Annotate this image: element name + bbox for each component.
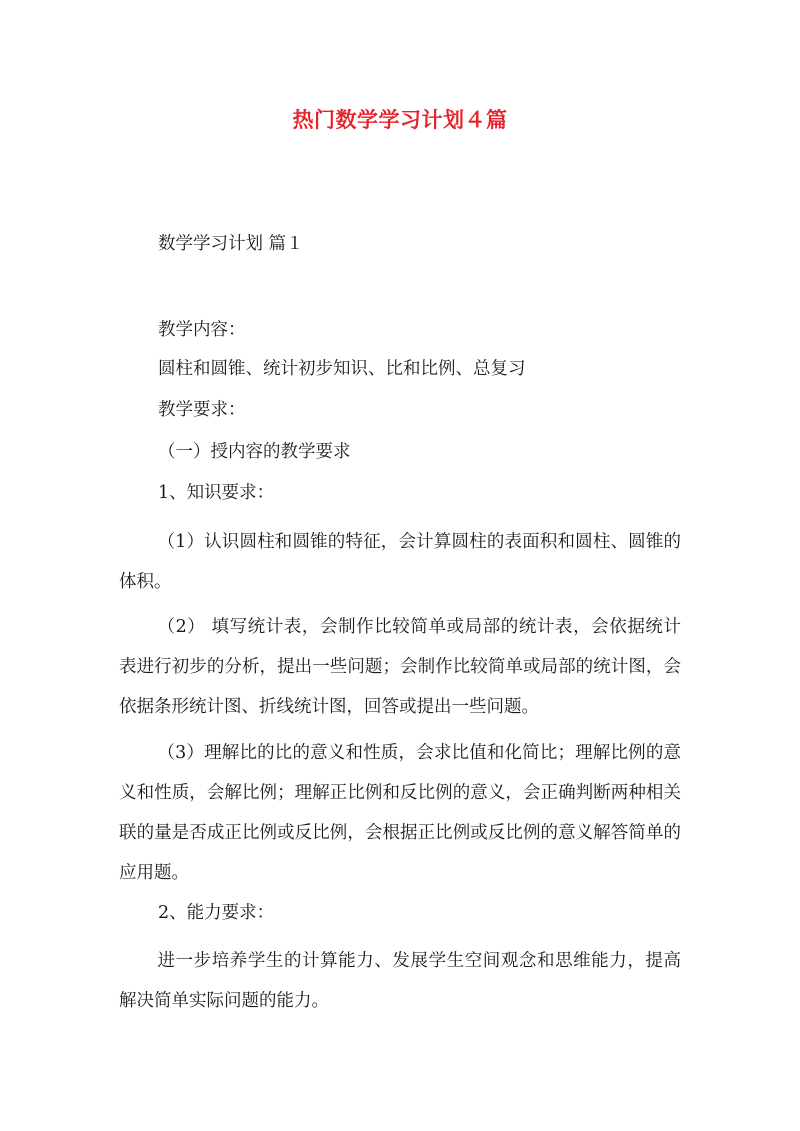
paragraph-item-3-text: （3）理解比的比的意义和性质，会求比值和化简比；理解比例的意义和性质，会解比例；理解正比例和反比例的意义，会正确判断两种相关联的量是否成正比例或反比例，会根据正比例或反比例的意义解答简单的应用题。 [119, 743, 681, 883]
ability-requirements-label: 2、能力要求： [158, 903, 275, 923]
requirement-label: 教学要求： [158, 400, 246, 420]
paragraph-ability [119, 941, 681, 1021]
paragraph-ability-text: 进一步培养学生的计算能力、发展学生空间观念和思维能力，提高解决简单实际问题的能力。 [119, 951, 681, 1011]
knowledge-requirements-label: 1、知识要求： [158, 483, 275, 503]
section-heading: 数学学习计划 篇１ [158, 234, 304, 254]
sub-heading-teaching-requirements: （一）授内容的教学要求 [158, 442, 351, 462]
document-title: 热门数学学习计划４篇 [292, 107, 508, 132]
paragraph-item-2 [119, 607, 681, 727]
paragraph-item-1 [119, 522, 681, 602]
content-text: 圆柱和圆锥、统计初步知识、比和比例、总复习 [158, 359, 526, 379]
paragraph-item-2-text: （2） 填写统计表，会制作比较简单或局部的统计表，会依据统计表进行初步的分析，提出一些问题；会制作比较简单或局部的统计图，会依据条形统计图、折线统计图，回答或提出一些问题。 [119, 617, 681, 717]
paragraph-item-3 [119, 733, 681, 893]
paragraph-item-1-text: （1）认识圆柱和圆锥的特征，会计算圆柱的表面积和圆柱、圆锥的体积。 [119, 532, 681, 592]
content-label: 教学内容： [158, 320, 246, 340]
